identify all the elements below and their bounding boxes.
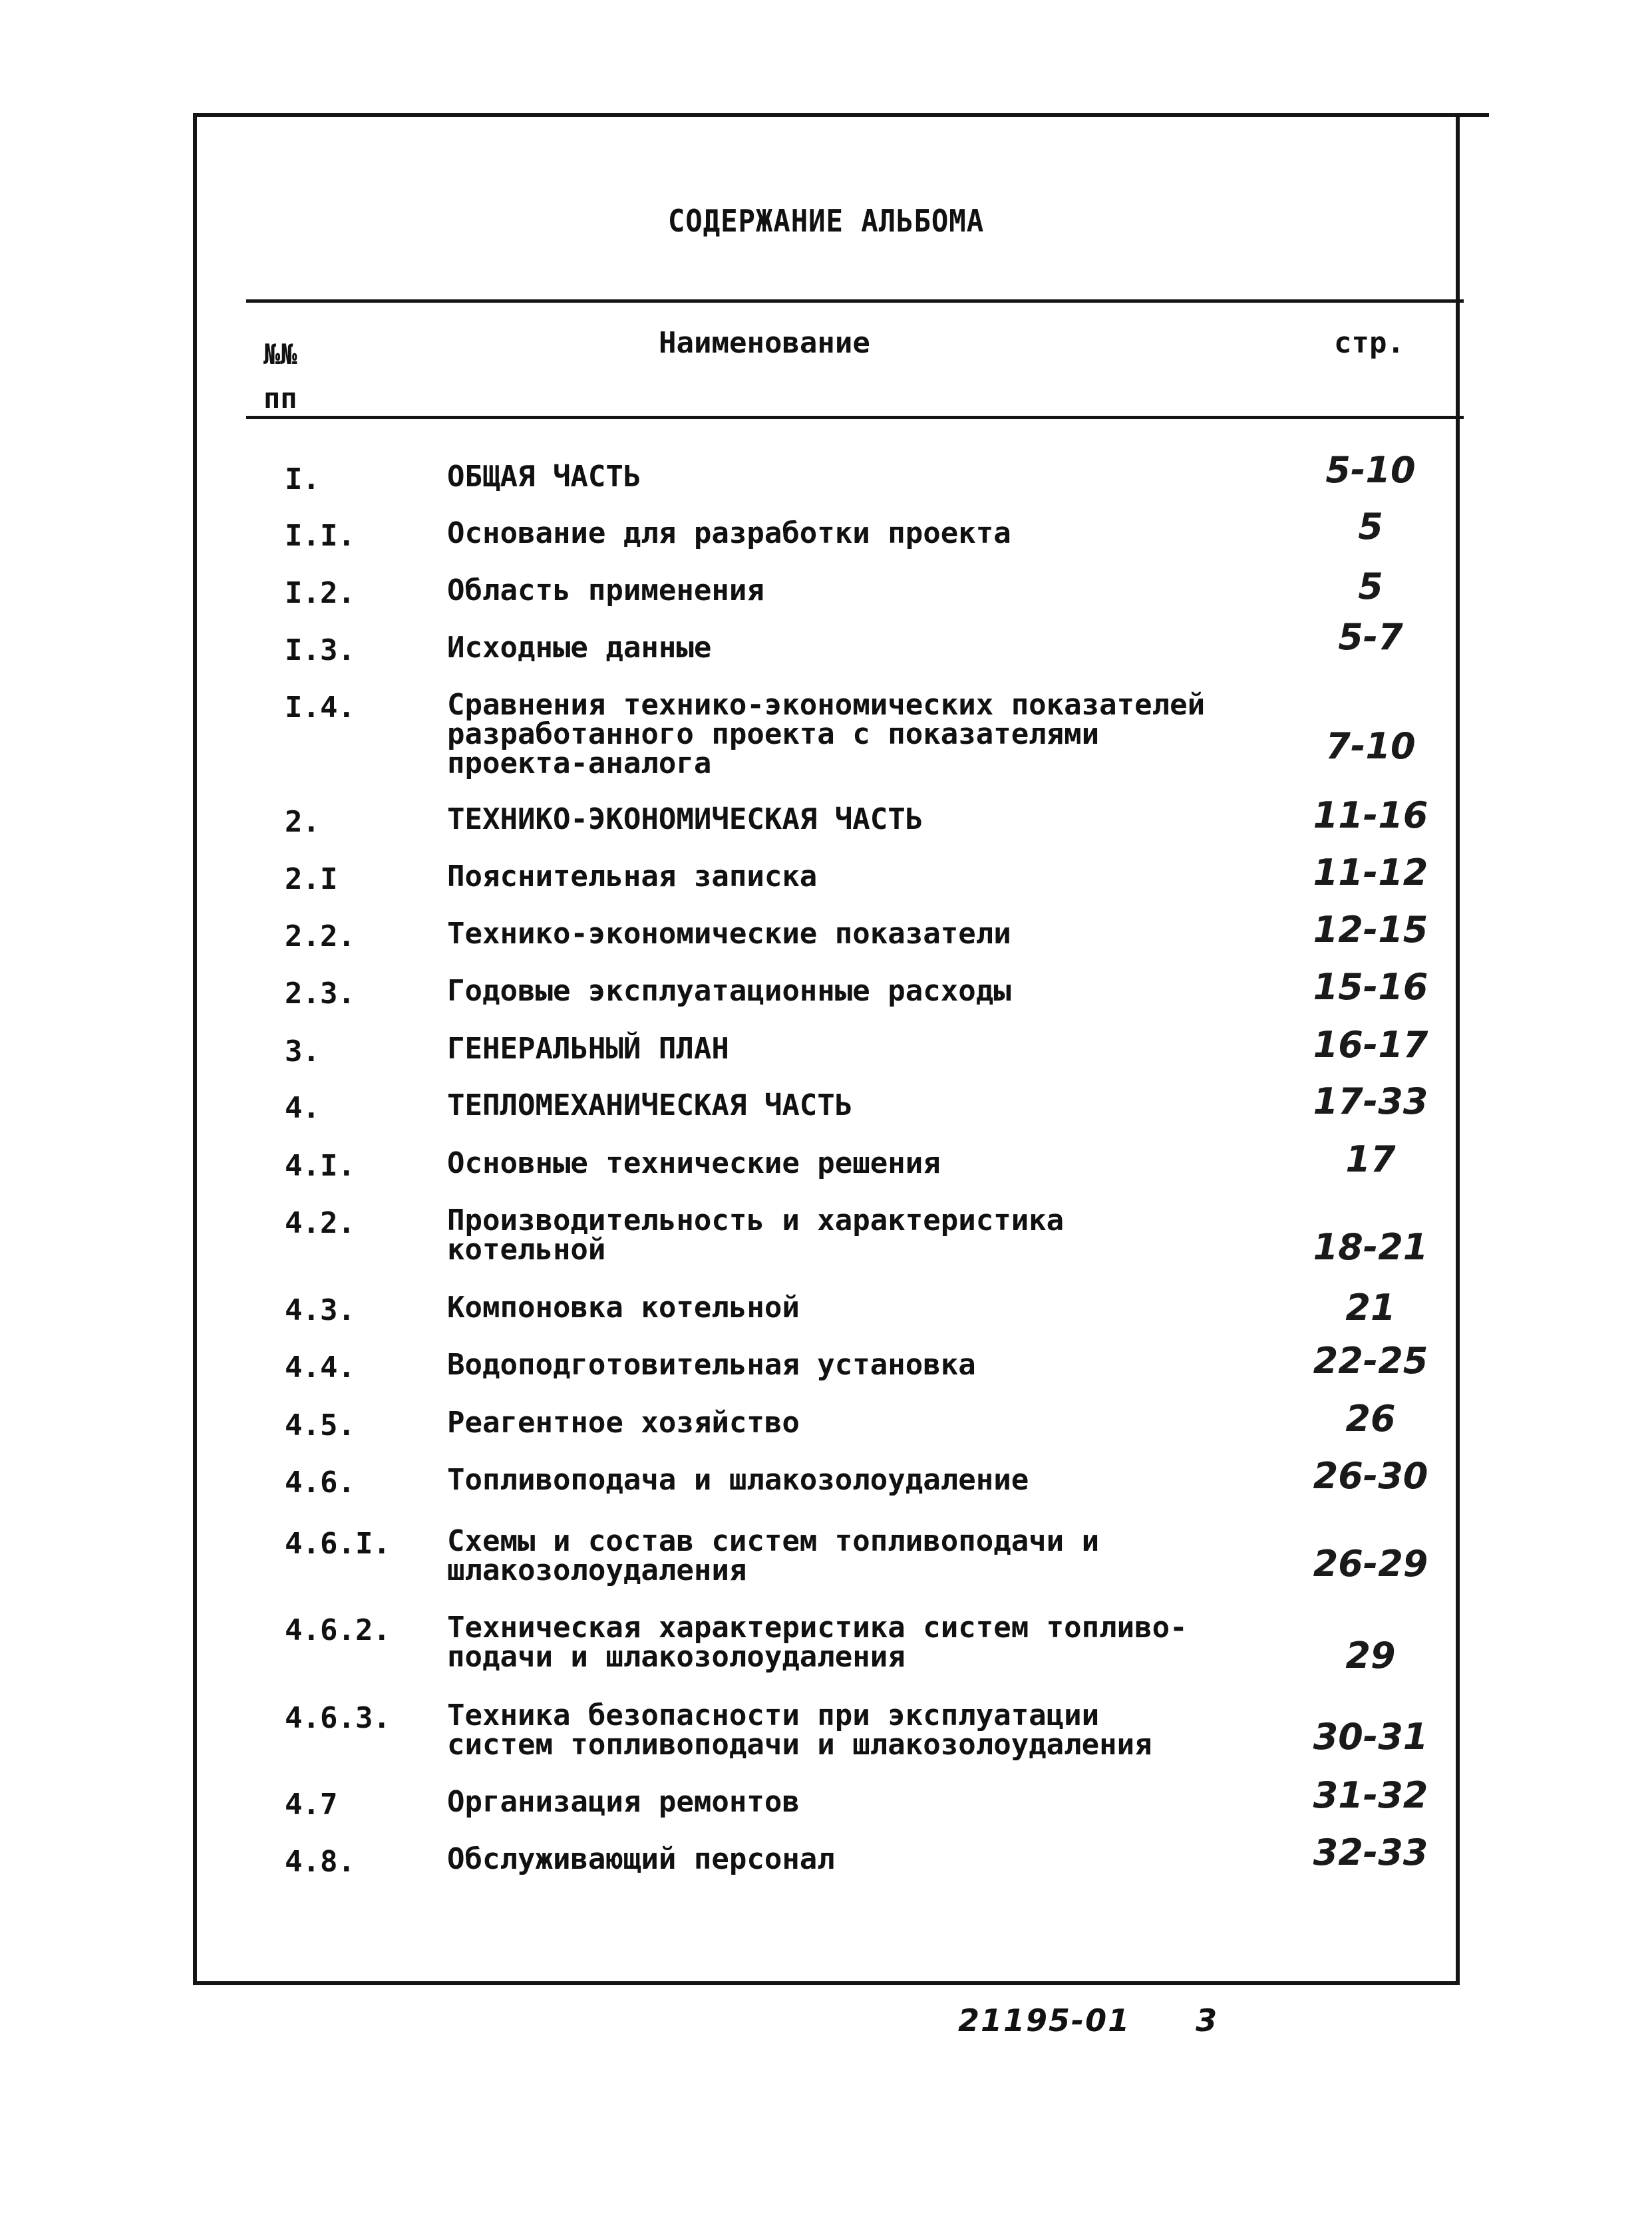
toc-number: 4.6.I. [285,1527,391,1561]
toc-pages: 26 [1345,1398,1396,1440]
toc-number: 2.2. [285,919,355,953]
toc-pages: 32-33 [1313,1832,1428,1873]
toc-title: Исходные данные [447,631,712,665]
toc-title: Реагентное хозяйство [447,1406,800,1440]
toc-pages: 18-21 [1313,1226,1428,1268]
toc-title: Организация ремонтов [447,1785,800,1819]
toc-pages: 26-30 [1313,1455,1428,1497]
toc-title: Схемы и состав систем топливоподачи и шлакозолоудаления [447,1524,1100,1587]
toc-title: ОБЩАЯ ЧАСТЬ [447,460,641,494]
toc-title: Техническая характеристика систем топливо- подачи и шлакозолоудаления [447,1611,1188,1674]
toc-number: 4.6. [285,1466,355,1500]
toc-pages: 5 [1358,506,1383,548]
toc-title: ГЕНЕРАЛЬНЫЙ ПЛАН [447,1032,729,1066]
column-header-number: №№ пп [263,338,297,414]
frame-corner-mark [1457,113,1489,117]
toc-title: Топливоподача и шлакозолоудаление [447,1463,1029,1497]
toc-title: ТЕХНИКО-ЭКОНОМИЧЕСКАЯ ЧАСТЬ [447,802,923,836]
toc-number: 4.I. [285,1149,355,1183]
header-bottom-rule [246,416,1464,419]
toc-number: 4.6.2. [285,1613,391,1647]
toc-title: Водоподготовительная установка [447,1348,976,1382]
toc-pages: 16-17 [1313,1024,1428,1066]
toc-title: Область применения [447,573,764,607]
sheet-number: 3 [1196,2002,1219,2038]
toc-number: 4. [285,1091,320,1125]
toc-pages: 12-15 [1313,909,1428,951]
toc-title: Основание для разработки проекта [447,516,1011,550]
toc-pages: 29 [1345,1635,1396,1676]
toc-number: 2.I [285,862,338,896]
footer-stamp [958,2002,1271,2038]
toc-title: Годовые эксплуатационные расходы [447,974,1011,1008]
toc-number: 4.3. [285,1293,355,1327]
toc-number: 4.5. [285,1408,355,1442]
toc-title: Основные технические решения [447,1146,941,1180]
toc-pages: 11-16 [1313,794,1428,836]
toc-number: 2. [285,805,320,839]
toc-number: 4.4. [285,1351,355,1384]
toc-pages: 5-7 [1338,616,1403,658]
toc-title: Компоновка котельной [447,1291,800,1325]
toc-pages: 21 [1345,1287,1396,1329]
toc-number: 2.3. [285,977,355,1011]
toc-number: I.4. [285,691,355,724]
toc-pages: 30-31 [1313,1716,1428,1758]
toc-pages: 5 [1358,565,1383,607]
toc-title: Техника безопасности при эксплуатации систем топливоподачи и шлакозолоудаления [447,1698,1152,1762]
toc-title: ТЕПЛОМЕХАНИЧЕСКАЯ ЧАСТЬ [447,1088,853,1122]
column-header-name: Наименование [659,326,870,360]
toc-number: 4.7 [285,1788,338,1822]
toc-number: I.I. [285,519,355,553]
toc-number: I.3. [285,633,355,667]
toc-title: Производительность и характеристика котельной [447,1203,1065,1267]
toc-number: 4.2. [285,1206,355,1240]
toc-pages: 31-32 [1313,1774,1428,1816]
toc-pages: 17 [1345,1138,1396,1180]
toc-pages: 15-16 [1313,966,1428,1008]
toc-pages: 5-10 [1325,449,1416,491]
toc-number: I. [285,462,320,496]
toc-pages: 26-29 [1313,1543,1428,1585]
page-title: СОДЕРЖАНИЕ АЛЬБОМА [667,203,985,239]
toc-pages: 11-12 [1313,852,1428,893]
column-header-page: стр. [1334,326,1404,360]
toc-number: 4.8. [285,1845,355,1879]
toc-number: 4.6.3. [285,1701,391,1735]
toc-title: Пояснительная записка [447,860,818,893]
toc-pages: 22-25 [1313,1340,1428,1382]
header-top-rule [246,299,1464,303]
toc-title: Технико-экономические показатели [447,917,1011,951]
toc-title: Сравнения технико-экономических показателей разработанного проекта с показателями проекта-аналога [447,688,1206,780]
toc-number: I.2. [285,576,355,610]
toc-pages: 7-10 [1325,725,1416,767]
toc-number: 3. [285,1035,320,1068]
toc-title: Обслуживающий персонал [447,1842,835,1876]
toc-pages: 17-33 [1313,1080,1428,1122]
document-code: 21195-01 [958,2002,1131,2038]
